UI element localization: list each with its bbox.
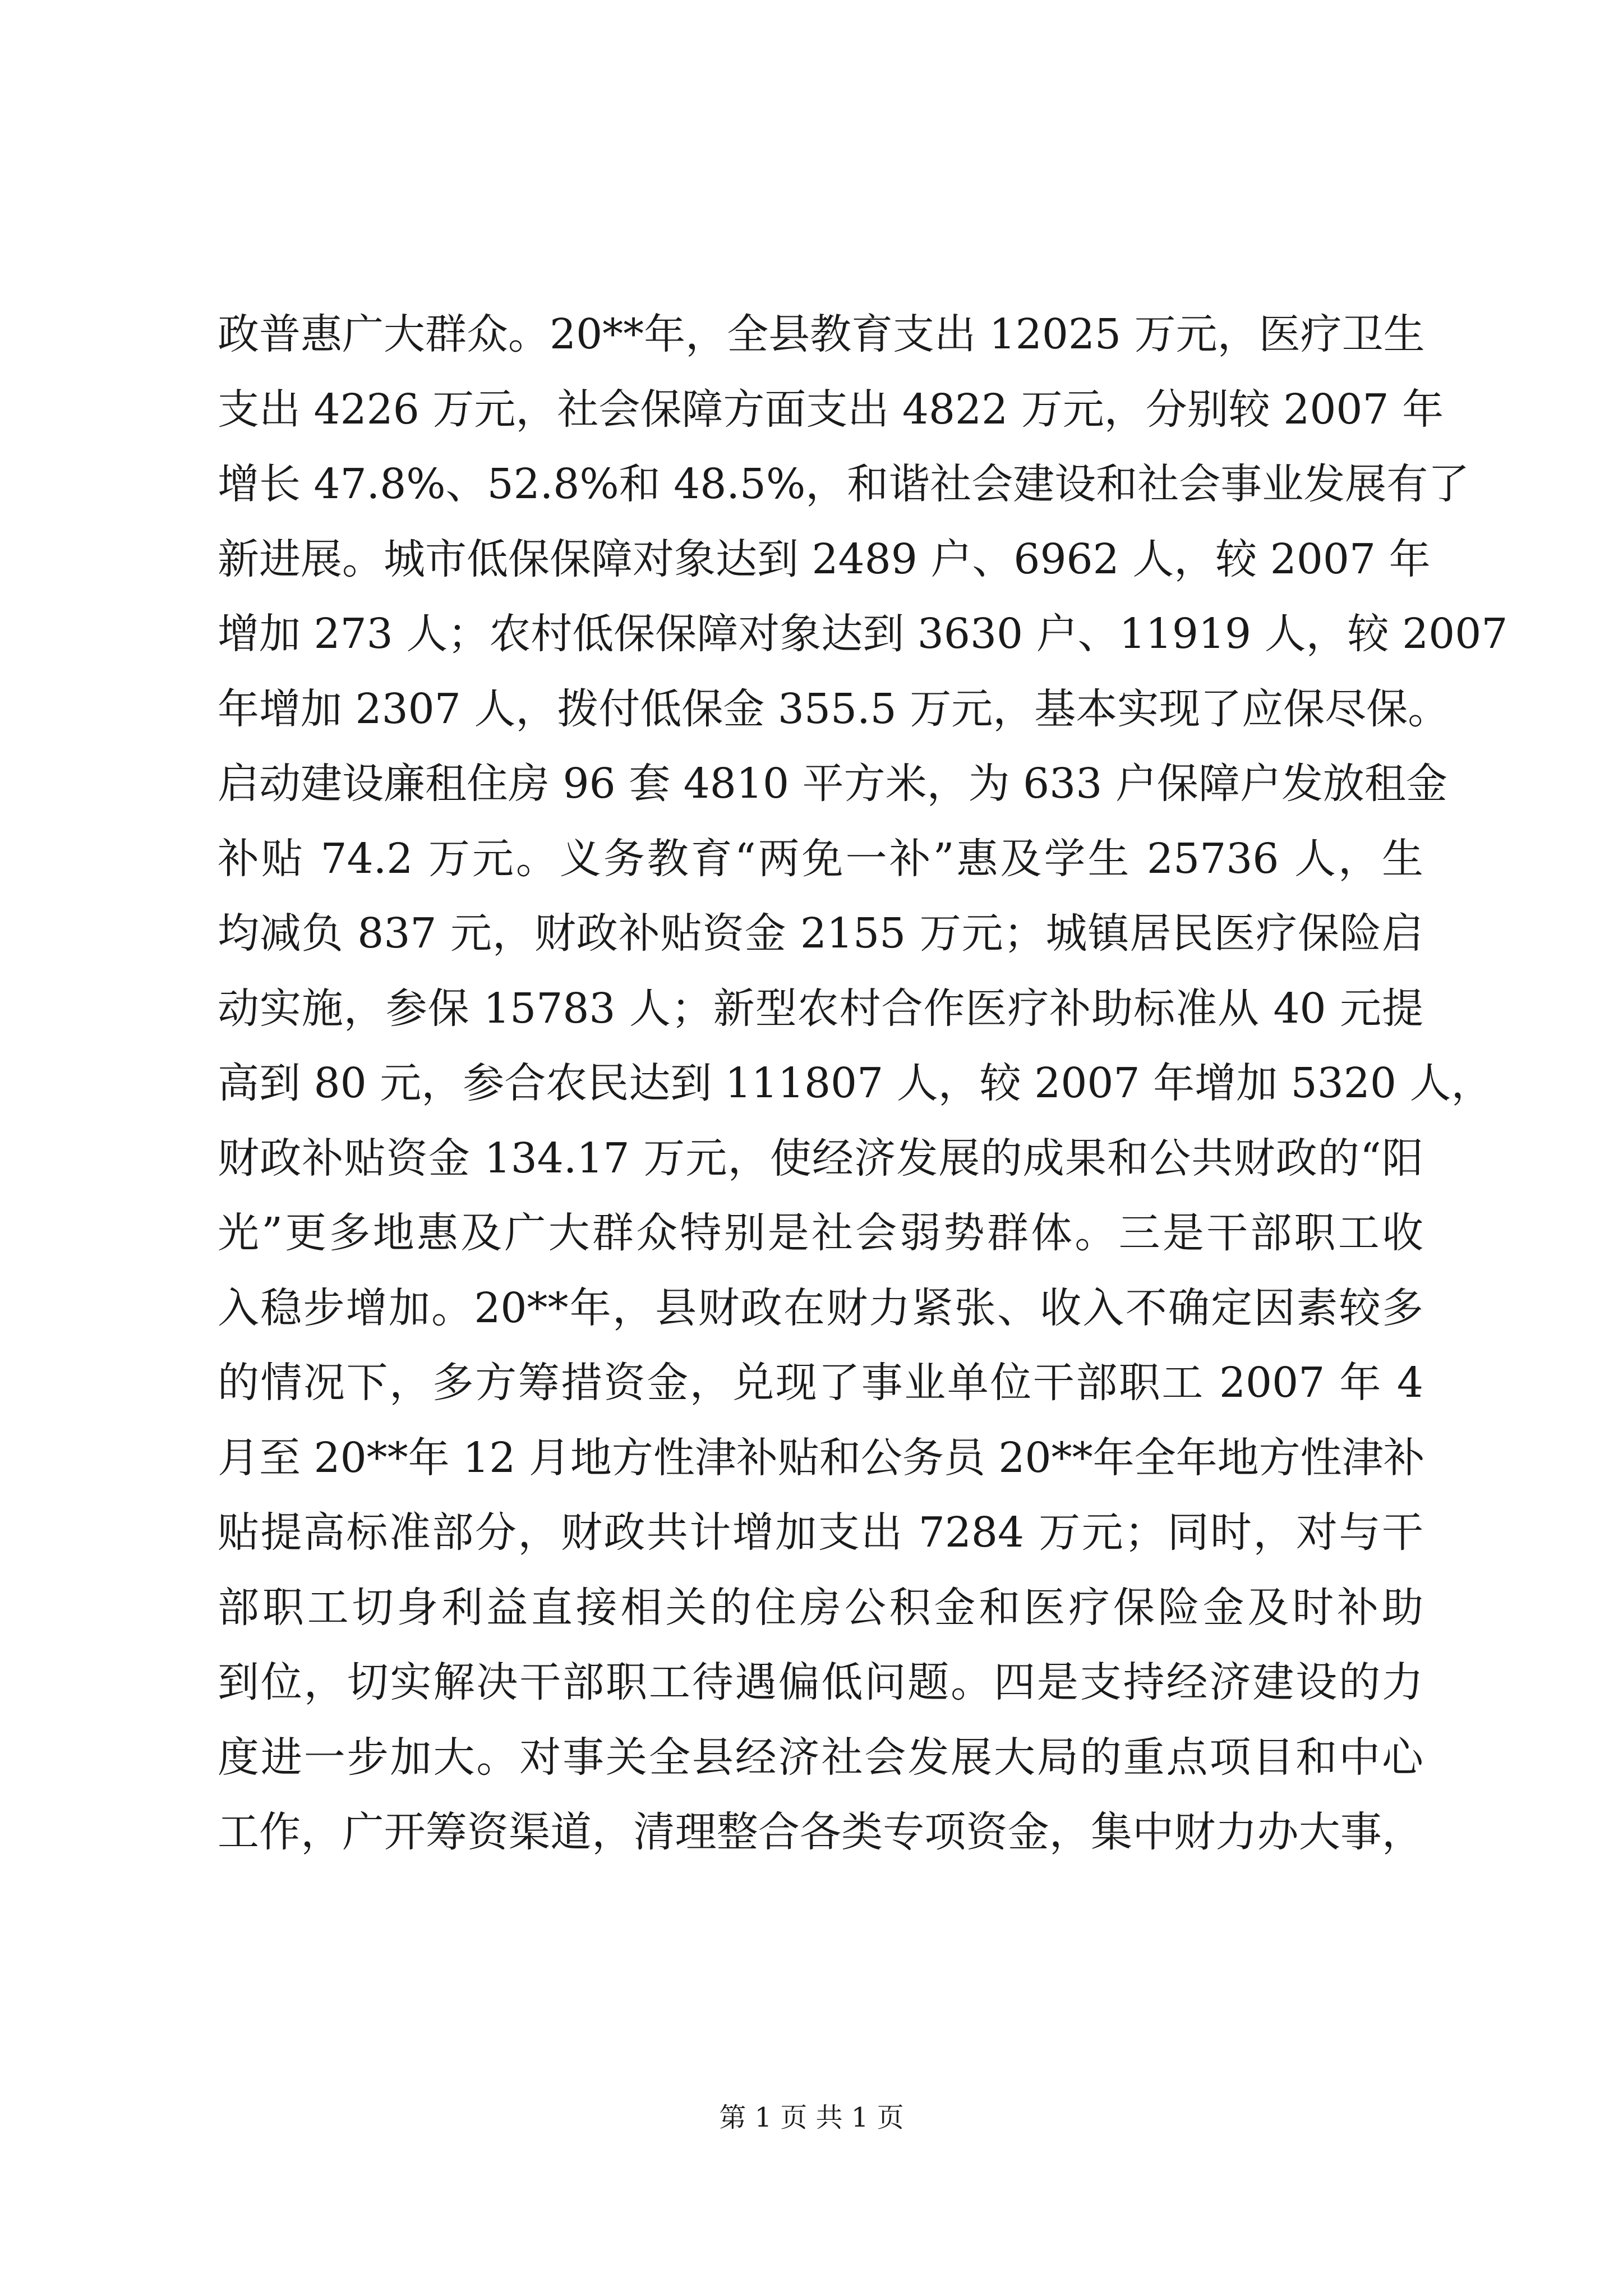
text-line: 光”更多地惠及广大群众特别是社会弱势群体。三是干部职工收 [218,1209,1423,1257]
text-line: 入稳步增加。20**年，县财政在财力紧张、收入不确定因素较多 [218,1283,1423,1332]
text-line: 增加 273 人；农村低保保障对象达到 3630 户、11919 人，较 2007 [218,610,1508,658]
text-line: 动实施，参保 15783 人；新型农村合作医疗补助标准从 40 元提 [218,984,1423,1033]
text-line: 度进一步加大。对事关全县经济社会发展大局的重点项目和中心 [218,1733,1423,1782]
text-line: 年增加 2307 人，拨付低保金 355.5 万元，基本实现了应保尽保。 [218,684,1450,733]
page-number-label: 第 1 页 共 1 页 [719,2102,904,2133]
text-line: 的情况下，多方筹措资金，兑现了事业单位干部职工 2007 年 4 [218,1359,1423,1407]
text-line: 部职工切身利益直接相关的住房公积金和医疗保险金及时补助 [218,1583,1423,1632]
text-line: 增长 47.8%、52.8%和 48.5%，和谐社会建设和社会事业发展有了 [218,460,1470,508]
text-line: 均减负 837 元，财政补贴资金 2155 万元；城镇居民医疗保险启 [218,909,1423,958]
text-line: 支出 4226 万元，社会保障方面支出 4822 万元，分别较 2007 年 [218,385,1444,434]
text-line: 到位，切实解决干部职工待遇偏低问题。四是支持经济建设的力 [218,1658,1423,1706]
text-line: 财政补贴资金 134.17 万元，使经济发展的成果和公共财政的“阳 [218,1134,1423,1182]
text-line: 高到 80 元，参合农民达到 111807 人，较 2007 年增加 5320 人， [218,1059,1493,1107]
text-line: 贴提高标准部分，财政共计增加支出 7284 万元；同时，对与干 [218,1508,1423,1557]
text-line: 工作，广开筹资渠道，清理整合各类专项资金，集中财力办大事， [218,1808,1423,1856]
text-line: 政普惠广大群众。20**年，全县教育支出 12025 万元，医疗卫生 [218,310,1425,358]
text-line: 月至 20**年 12 月地方性津补贴和公务员 20**年全年地方性津补 [218,1433,1425,1482]
text-line: 补贴 74.2 万元。义务教育“两免一补”惠及学生 25736 人，生 [218,834,1423,883]
body-text [218,297,1508,1870]
text-line: 新进展。城市低保保障对象达到 2489 户、6962 人，较 2007 年 [218,535,1431,583]
text-line: 启动建设廉租住房 96 套 4810 平方米，为 633 户保障户发放租金 [218,760,1447,808]
page-footer [0,2101,1623,2134]
